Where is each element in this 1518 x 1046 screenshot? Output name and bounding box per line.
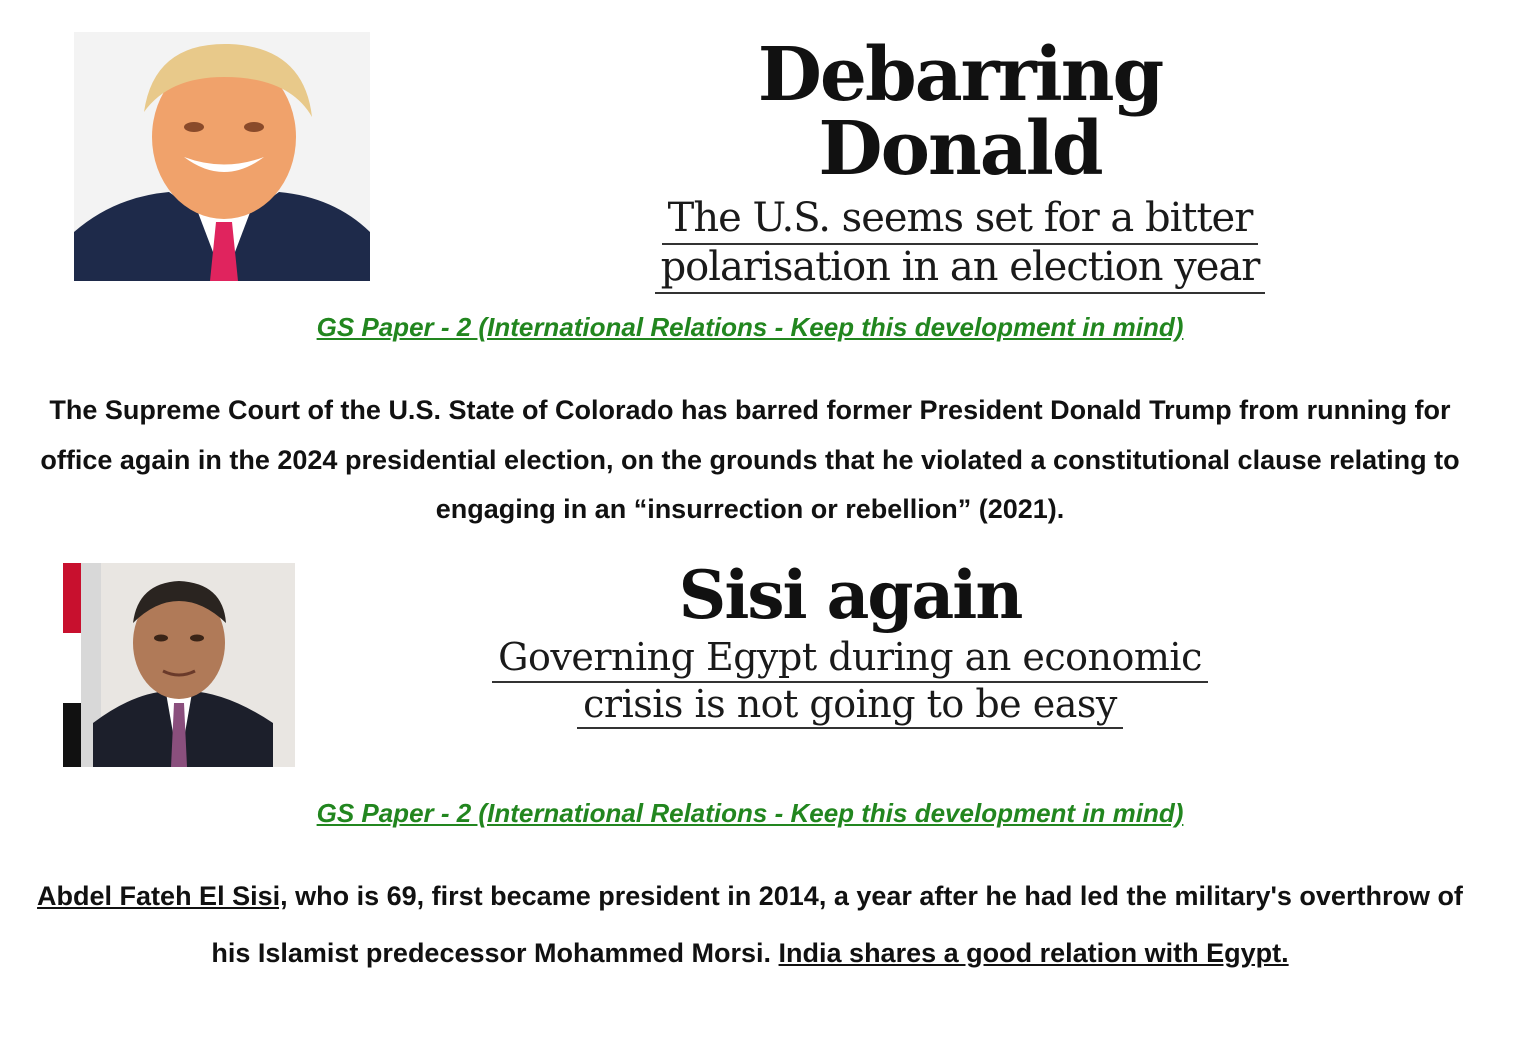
article-body xyxy=(30,868,1470,982)
headline-title: Debarring Donald xyxy=(757,32,1163,192)
trump-photo xyxy=(74,32,370,281)
subtitle-line: crisis is not going to be easy xyxy=(577,683,1123,730)
highlight-text: India shares a good relation with Egypt. xyxy=(778,938,1289,968)
headline-block-2 xyxy=(400,556,1300,729)
headline-block-1 xyxy=(620,32,1300,294)
subtitle-line: The U.S. seems set for a bitter xyxy=(662,196,1259,245)
headline-subtitle xyxy=(620,196,1300,294)
article-body: The Supreme Court of the U.S. State of Colorado has barred former President Donald Trump from running for office again in the 2024 presidential election, on the grounds that he violated a constitutional clause relating to engaging in an “insurrection or rebellion” (2021). xyxy=(40,395,1460,524)
subtitle-line: polarisation in an election year xyxy=(655,245,1266,294)
gs-paper-tag: GS Paper - 2 (International Relations - Keep this development in mind) xyxy=(316,798,1184,828)
subtitle-line: Governing Egypt during an economic xyxy=(492,636,1208,683)
headline-title: Sisi again xyxy=(678,556,1022,634)
headline-subtitle xyxy=(400,636,1300,729)
gs-paper-tag: GS Paper - 2 (International Relations - Keep this development in mind) xyxy=(316,312,1184,342)
body-text: who is 69, first became president in 2014, a year after he had led the military's overthrow of his Islamist predecessor Mohammed Morsi. xyxy=(211,881,1463,968)
sisi-photo xyxy=(63,563,295,767)
person-name: Abdel Fateh El Sisi, xyxy=(37,881,288,911)
